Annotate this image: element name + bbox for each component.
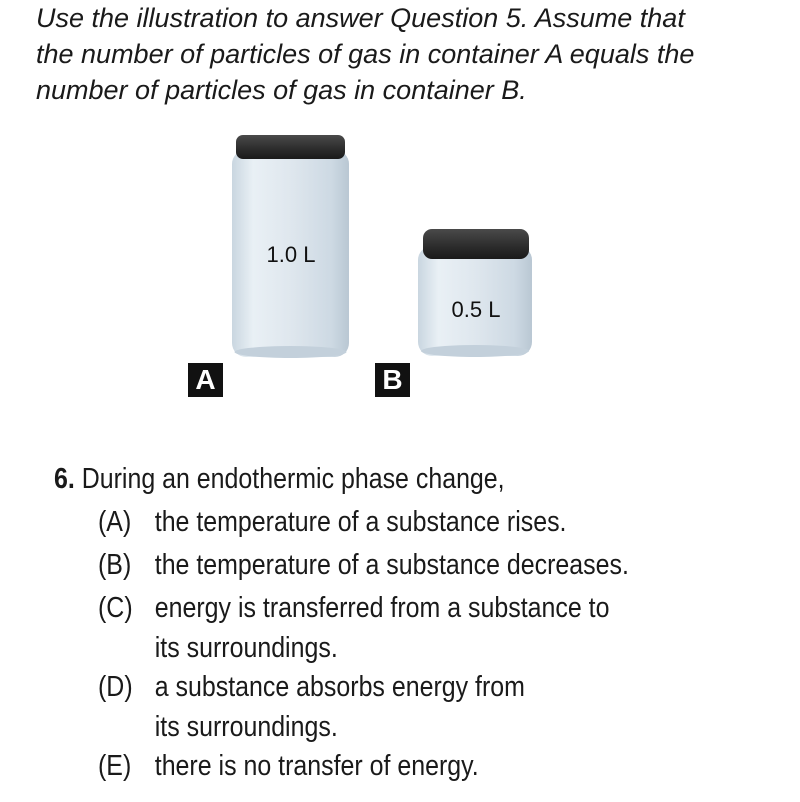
intro-line-3: number of particles of gas in container B.	[36, 75, 527, 105]
choice-b-letter: (B)	[98, 549, 132, 581]
intro-line-2: the number of particles of gas in container A equals the	[36, 39, 695, 69]
choice-b-text: the temperature of a substance decreases.	[154, 549, 629, 581]
choice-a-text: the temperature of a substance rises.	[154, 506, 567, 538]
choice-e-letter: (E)	[98, 750, 132, 782]
choice-d-text-line-2: its surroundings.	[154, 711, 338, 743]
question-number: 6.	[54, 463, 75, 495]
choice-a-letter: (A)	[98, 506, 132, 538]
container-a-lid	[236, 135, 345, 159]
choice-d	[98, 666, 629, 745]
choice-c-text-line-1: energy is transferred from a substance to	[154, 592, 610, 624]
container-b-letter: B	[375, 363, 410, 397]
container-a-base	[235, 346, 347, 358]
choice-d-text-line-1: a substance absorbs energy from	[154, 671, 525, 703]
question-6	[54, 458, 715, 788]
choice-b	[98, 544, 629, 587]
container-b-volume: 0.5 L	[451, 297, 501, 322]
question-stem	[54, 458, 623, 501]
choice-c-letter: (C)	[98, 592, 133, 624]
container-b	[418, 229, 532, 357]
choice-d-letter: (D)	[98, 671, 133, 703]
choice-c-text-line-2: its surroundings.	[154, 632, 338, 664]
choice-c	[98, 587, 629, 666]
choice-a	[98, 501, 629, 544]
choice-e	[98, 745, 629, 788]
container-a-volume: 1.0 L	[266, 242, 316, 267]
choice-e-text: there is no transfer of energy.	[154, 750, 479, 782]
container-a-letter: A	[188, 363, 223, 397]
container-b-base	[421, 345, 529, 357]
container-b-lid	[423, 229, 529, 259]
question-text: During an endothermic phase change,	[81, 463, 505, 495]
intro-line-1: Use the illustration to answer Question 5. Assume that	[36, 3, 685, 33]
